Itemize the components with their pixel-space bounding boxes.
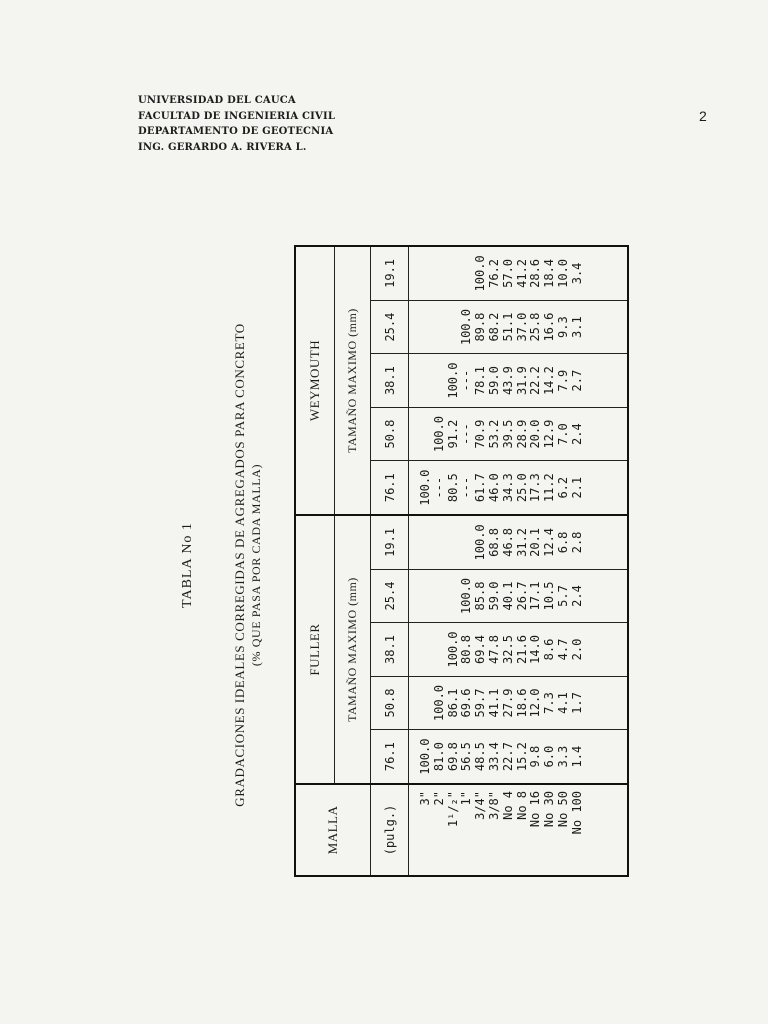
table-cell: 61.7 [473, 473, 488, 503]
sieve-label: 2" [431, 791, 446, 806]
weymouth-column-19-1 [409, 246, 629, 300]
table-cell [419, 570, 433, 623]
table-cell: 20.1 [528, 527, 543, 557]
table-cell: 5.7 [555, 585, 570, 607]
table-cell: 1.4 [569, 745, 584, 768]
fuller-column-25-4 [409, 569, 629, 623]
table-cell: 47.8 [486, 635, 501, 664]
table-cell: 69.4 [473, 635, 488, 664]
table-cell: 28.9 [514, 419, 529, 449]
table-cell: 76.2 [486, 258, 501, 288]
table-cell: 43.9 [500, 366, 515, 396]
fuller-column-50-8 [409, 676, 629, 730]
table-cell: 9.3 [555, 316, 570, 338]
table-cell [447, 301, 461, 354]
table-cell: 10.5 [542, 581, 557, 611]
table-cell: 6.8 [555, 531, 570, 554]
table-cell: 68.2 [486, 312, 501, 342]
table-cell [460, 516, 474, 569]
table-cell: 100.0 [459, 577, 474, 615]
table-cell: 2.8 [569, 531, 584, 554]
table-cell: 12.9 [542, 419, 557, 449]
sieve-label: No 30 [542, 791, 557, 828]
table-cell [447, 570, 461, 623]
table-cell [433, 247, 447, 300]
table-cell: 18.6 [514, 688, 529, 718]
fuller-column-19-1 [409, 515, 629, 569]
weymouth-size-19-1-header: 19.1 [371, 246, 409, 300]
table-cell: 34.3 [500, 473, 515, 503]
table-cell: 17.3 [528, 473, 543, 503]
weymouth-column-25-4 [409, 300, 629, 354]
sieve-label: 3/4" [473, 791, 488, 820]
table-cell: 80.8 [459, 635, 474, 664]
table-cell [433, 516, 447, 569]
weymouth-size-76-1-header: 76.1 [371, 461, 409, 515]
table-cell: 26.7 [514, 581, 529, 611]
table-cell: 7.9 [555, 369, 570, 392]
table-cell: 2.4 [569, 585, 584, 607]
table-cell: 9.8 [528, 745, 543, 768]
table-cell: 2.4 [569, 423, 584, 445]
sieve-label: No 50 [555, 791, 570, 828]
table-cell: 27.9 [500, 688, 515, 718]
table-cell: 31.2 [514, 527, 529, 557]
table-cell: 22.7 [500, 742, 515, 772]
weymouth-column-76-1 [409, 461, 629, 515]
sieve-label: No 4 [500, 791, 515, 820]
table-cell: 3.1 [569, 316, 584, 338]
table-cell [433, 301, 447, 354]
header-department: DEPARTAMENTO DE GEOTECNIA [138, 126, 334, 137]
table-cell: 69.6 [459, 688, 474, 718]
table-subtitle: (% QUE PASA POR CADA MALLA) [249, 463, 263, 667]
fuller-column-38-1 [409, 623, 629, 677]
fuller-size-19-1-header: 19.1 [371, 515, 409, 569]
table-cell: 78.1 [473, 366, 488, 396]
table-cell: 20.0 [528, 419, 543, 449]
fuller-size-50-8-header: 50.8 [371, 676, 409, 730]
table-cell: 80.5 [445, 473, 460, 503]
table-number-label: TABLA No 1 [180, 522, 195, 608]
page-number: 2 [699, 108, 707, 124]
table-cell [419, 247, 433, 300]
header-faculty: FACULTAD DE INGENIERIA CIVIL [138, 110, 336, 122]
table-cell: 25.8 [528, 312, 543, 342]
table-cell: 31.9 [514, 366, 529, 396]
weymouth-column-38-1 [409, 354, 629, 408]
weymouth-header: WEYMOUTH [295, 246, 335, 515]
malla-header: MALLA [295, 784, 371, 876]
table-cell: 57.0 [500, 258, 515, 288]
table-cell: 14.2 [542, 366, 557, 396]
table-cell: 51.1 [500, 312, 515, 342]
table-cell: 2.1 [569, 476, 584, 499]
weymouth-size-38-1-header: 38.1 [371, 354, 409, 408]
fuller-size-subheader: TAMAÑO MAXIMO (mm) [335, 515, 371, 784]
gradation-table [294, 245, 629, 877]
table-cell: 7.3 [542, 692, 557, 714]
table-cell: 59.0 [486, 581, 501, 611]
sieve-label: No 16 [528, 791, 543, 828]
table-cell: 39.5 [500, 419, 515, 449]
table-cell: 86.1 [445, 688, 460, 718]
institution-header [138, 93, 335, 155]
weymouth-size-25-4-header: 25.4 [371, 300, 409, 354]
table-cell: 8.6 [542, 638, 557, 661]
table-cell: 41.2 [514, 258, 529, 288]
table-cell: 70.9 [473, 419, 488, 449]
table-cell: 18.4 [542, 258, 557, 288]
table-cell: 68.8 [486, 527, 501, 557]
table-cell: 1.7 [569, 692, 584, 714]
fuller-size-76-1-header: 76.1 [371, 730, 409, 784]
table-cell: 100.0 [445, 362, 460, 399]
table-cell: 17.1 [528, 581, 543, 611]
weymouth-column-50-8 [409, 407, 629, 461]
table-cell: 46.0 [486, 473, 501, 503]
table-cell: 6.2 [555, 476, 570, 499]
table-cell [433, 570, 447, 623]
header-author: ING. GERARDO A. RIVERA L. [138, 141, 307, 153]
table-cell: 21.6 [514, 635, 529, 664]
rotated-table-block [180, 245, 630, 885]
table-cell: 37.0 [514, 312, 529, 342]
fuller-size-38-1-header: 38.1 [371, 623, 409, 677]
sieve-label: 1¹/₂" [445, 791, 460, 828]
table-cell [419, 354, 433, 407]
table-cell: 100.0 [473, 255, 488, 292]
table-cell [460, 247, 474, 300]
table-cell: 3.4 [569, 262, 584, 285]
table-cell: 100.0 [418, 469, 432, 506]
table-cell: 11.2 [542, 473, 557, 503]
table-cell: 89.8 [473, 312, 488, 342]
table-cell [419, 677, 433, 730]
table-cell: 56.5 [459, 742, 474, 772]
table-cell: 6.0 [542, 745, 557, 768]
table-cell: 2.7 [569, 369, 584, 392]
table-cell: 59.7 [473, 688, 488, 718]
table-cell: 12.4 [542, 527, 557, 557]
header-university: UNIVERSIDAD DEL CAUCA [138, 95, 296, 106]
table-cell: 14.0 [528, 635, 543, 664]
fuller-size-25-4-header: 25.4 [371, 569, 409, 623]
table-cell: 40.1 [500, 581, 515, 611]
weymouth-size-50-8-header: 50.8 [371, 407, 409, 461]
table-cell: 4.1 [555, 692, 570, 714]
table-cell: 48.5 [473, 742, 488, 772]
table-cell: 28.6 [528, 258, 543, 288]
table-cell: --- [459, 476, 474, 499]
table-cell: --- [459, 369, 474, 392]
table-cell: 15.2 [514, 742, 529, 772]
table-cell: 100.0 [431, 684, 446, 722]
table-cell: 25.0 [514, 473, 529, 503]
table-cell: 85.8 [473, 581, 488, 611]
table-cell: 3.3 [555, 745, 570, 768]
table-cell [433, 623, 447, 676]
table-cell: 91.2 [445, 419, 460, 449]
table-cell: 100.0 [473, 524, 488, 561]
table-cell: 100.0 [445, 631, 460, 668]
fuller-column-76-1 [409, 730, 629, 784]
table-cell: 81.0 [431, 742, 446, 772]
table-cell: 100.0 [418, 738, 432, 775]
sieve-label: 3" [418, 791, 432, 806]
table-cell: 53.2 [486, 419, 501, 449]
malla-unit-header: (pulg.) [371, 784, 409, 876]
table-cell: --- [459, 423, 474, 445]
table-cell: 41.1 [486, 688, 501, 718]
table-cell [433, 354, 447, 407]
table-cell: --- [431, 476, 446, 499]
sieve-label: No 100 [569, 791, 584, 835]
table-cell [419, 623, 433, 676]
table-cell: 100.0 [431, 416, 446, 453]
table-cell: 46.8 [500, 527, 515, 557]
table-cell: 7.0 [555, 423, 570, 445]
sieve-label: 1" [459, 791, 474, 806]
table-cell: 4.7 [555, 638, 570, 661]
table-cell: 22.2 [528, 366, 543, 396]
sieve-label: 3/8" [486, 791, 501, 820]
table-cell: 33.4 [486, 742, 501, 772]
table-cell: 2.0 [569, 638, 584, 661]
fuller-header: FULLER [295, 515, 335, 784]
table-cell [419, 516, 433, 569]
sieve-list [409, 784, 629, 876]
table-cell: 100.0 [459, 309, 474, 346]
sieve-label: No 8 [514, 791, 529, 820]
table-cell: 10.0 [555, 258, 570, 288]
weymouth-size-subheader: TAMAÑO MAXIMO (mm) [335, 246, 371, 515]
table-cell [419, 408, 433, 461]
table-title: GRADACIONES IDEALES CORREGIDAS DE AGREGADOS PARA CONCRETO [232, 323, 247, 807]
table-cell: 12.0 [528, 688, 543, 718]
table-cell: 59.0 [486, 366, 501, 396]
table-cell: 69.8 [445, 742, 460, 772]
table-cell: 32.5 [500, 635, 515, 664]
table-cell [447, 516, 461, 569]
table-cell: 16.6 [542, 312, 557, 342]
table-cell [447, 247, 461, 300]
table-cell [419, 301, 433, 354]
